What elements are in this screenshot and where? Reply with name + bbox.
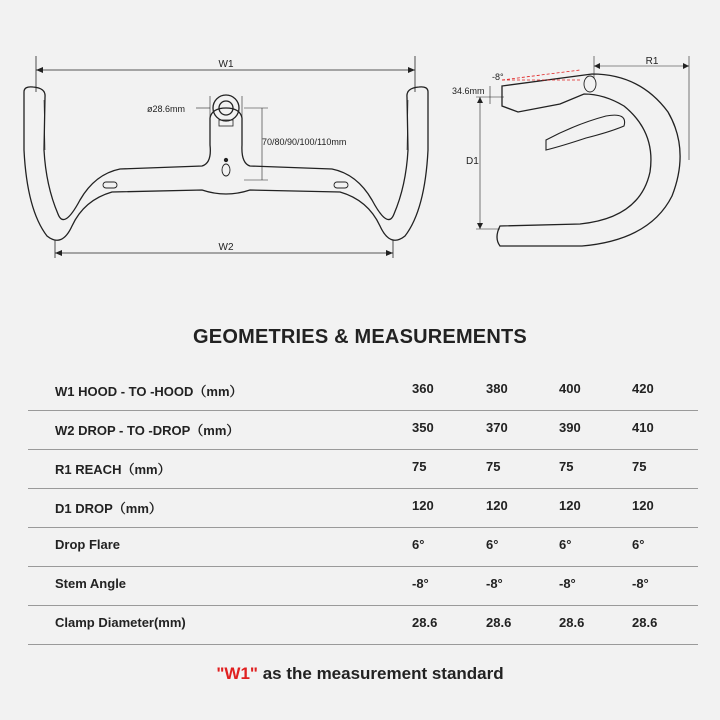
row-value: 28.6 bbox=[559, 615, 585, 630]
geometry-table bbox=[28, 372, 698, 645]
table-row bbox=[28, 372, 698, 411]
w2-dimension-label: W2 bbox=[218, 242, 234, 253]
row-label: W2 DROP - TO -DROP（mm） bbox=[55, 423, 240, 438]
row-value: 28.6 bbox=[486, 615, 512, 630]
row-value: 120 bbox=[412, 498, 434, 513]
row-value: -8° bbox=[559, 576, 576, 591]
clamp-diameter-label: ø28.6mm bbox=[147, 104, 186, 114]
row-label: Stem Angle bbox=[55, 576, 127, 591]
d1-dimension-label: D1 bbox=[466, 156, 479, 167]
row-value: 120 bbox=[559, 498, 581, 513]
row-label: D1 DROP（mm） bbox=[55, 501, 162, 516]
row-value: 350 bbox=[412, 420, 434, 435]
row-value: 6° bbox=[632, 537, 645, 552]
row-value: 120 bbox=[632, 498, 654, 513]
row-value: 370 bbox=[486, 420, 508, 435]
row-value: 75 bbox=[632, 459, 647, 474]
table-row bbox=[28, 567, 698, 606]
row-value: 380 bbox=[486, 381, 508, 396]
measurement-standard-note bbox=[0, 664, 720, 684]
row-value: 75 bbox=[559, 459, 574, 474]
row-value: 6° bbox=[412, 537, 425, 552]
page-title: GEOMETRIES & MEASUREMENTS bbox=[193, 326, 527, 348]
handlebar-diagram bbox=[0, 0, 720, 300]
footer-text: as the measurement standard bbox=[257, 664, 504, 683]
front-view bbox=[24, 56, 428, 258]
row-value: 360 bbox=[412, 381, 434, 396]
footer-quote-open: " bbox=[216, 664, 225, 683]
row-value: 420 bbox=[632, 381, 654, 396]
table-row bbox=[28, 528, 698, 567]
w1-dimension-label: W1 bbox=[218, 59, 234, 70]
footer-quote-close: " bbox=[249, 664, 258, 683]
side-view bbox=[476, 56, 689, 246]
table-row bbox=[28, 450, 698, 489]
row-value: 390 bbox=[559, 420, 581, 435]
stem-length-label: 70/80/90/100/110mm bbox=[262, 137, 347, 147]
r1-dimension-label: R1 bbox=[645, 56, 659, 67]
stem-angle-indicator bbox=[502, 70, 580, 80]
row-label: Clamp Diameter(mm) bbox=[55, 615, 186, 630]
table-row bbox=[28, 606, 698, 645]
footer-highlight: W1 bbox=[224, 664, 250, 683]
row-value: 75 bbox=[412, 459, 427, 474]
table-row bbox=[28, 489, 698, 528]
row-value: -8° bbox=[486, 576, 503, 591]
row-value: 6° bbox=[559, 537, 572, 552]
row-value: -8° bbox=[412, 576, 429, 591]
row-value: 120 bbox=[486, 498, 508, 513]
row-value: 400 bbox=[559, 381, 581, 396]
stack-height-label: 34.6mm bbox=[452, 86, 485, 96]
row-value: 28.6 bbox=[632, 615, 658, 630]
row-label: R1 REACH（mm） bbox=[55, 462, 171, 477]
row-label: W1 HOOD - TO -HOOD（mm） bbox=[55, 384, 243, 399]
table-row bbox=[28, 411, 698, 450]
row-value: 28.6 bbox=[412, 615, 438, 630]
row-value: 75 bbox=[486, 459, 501, 474]
row-value: 410 bbox=[632, 420, 654, 435]
row-value: -8° bbox=[632, 576, 649, 591]
row-value: 6° bbox=[486, 537, 499, 552]
stem-angle-label: -8° bbox=[492, 72, 504, 82]
row-label: Drop Flare bbox=[55, 537, 121, 552]
